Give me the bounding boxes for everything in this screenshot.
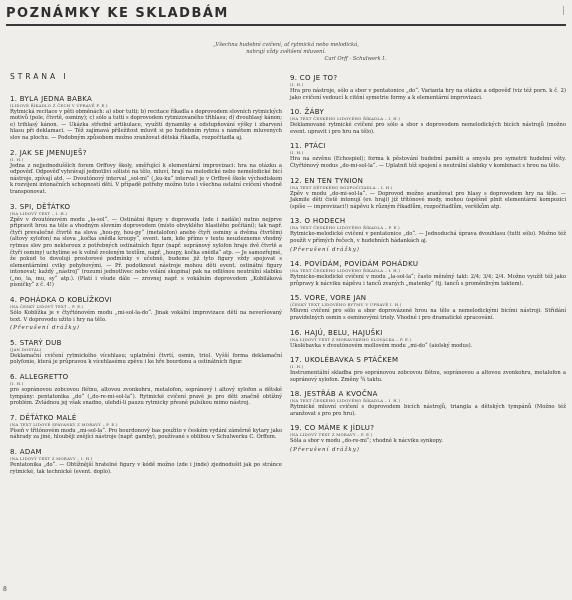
song-note bbox=[290, 294, 566, 321]
song-description: Ukolébavka v dvoutónovém mollovém modu „mi-do“ (aiolský modus). bbox=[290, 342, 473, 349]
song-title: 1. BYLA JEDNA BABKA bbox=[10, 94, 93, 103]
left-column bbox=[10, 70, 282, 482]
song-note bbox=[290, 356, 566, 383]
song-description: Rytmicko-melodické cvičení v pentatonice „do“. — Jednoduchá úprava dvouhlasu (tutti sólo). Možno též použít v přímých řečech, v hudebních hádankách aj. bbox=[290, 231, 566, 244]
side-title: STRANA I bbox=[10, 72, 69, 81]
song-description: Hra na ozvěnu (Echospiel); forma k pěstování hudební paměti a smyslu pro symetrii hudební věty. Čtyřtónový modus „do-mi-sol-la“. — Uplatnit též spojení s neutrální slabiky v kombinaci s hrou na tělo. bbox=[290, 156, 566, 169]
song-title: 9. CO JE TO? bbox=[290, 74, 338, 82]
song-description: Deklamační cvičení rytmického vícehlasu; uplatnění čtvrtí, osmin, triol. Vyšší forma deklamační polyfonie, která je průpravou k vícehlasému zpěvu i ke hře bourdonu a ostinátních figur. bbox=[10, 352, 282, 366]
song-source: (NA ČESKÝ LIDOVÝ TEXT – P. E.) bbox=[10, 304, 84, 310]
song-note bbox=[290, 260, 566, 287]
song-note bbox=[290, 217, 566, 253]
song-source: (I. H.) bbox=[10, 156, 24, 162]
motto-line-2: nahrají vždy zvětšení mluvení. bbox=[246, 49, 326, 55]
song-source: (NA TEXT ČESKÉHO LIDOVÉHO ŘÍKADLA – I. H.) bbox=[290, 398, 401, 404]
song-source: (I. H.) bbox=[10, 381, 24, 387]
song-title: 18. JESTŘÁB A KVOČNA bbox=[290, 390, 378, 399]
page-number: 8 bbox=[3, 586, 7, 593]
song-note bbox=[290, 108, 566, 135]
song-description: Sólo Koblížka je v čtyřtónovém modu „mi-sol-la-do“. Jinak vokální improvizace dětí na neveršovaný text. V doprovodu užito i hry na tělo. bbox=[10, 310, 282, 323]
motto-quote bbox=[96, 42, 476, 63]
song-description: Píseň v třitónovém modu „mi-sol-la“. Pro bourdonový bas použito v českém vydání záměrně kytary jako náhrady za jiné, hlouběji znějící nástroje (např. gamby), používané s oblibou v Schulwerku C. Orffem. bbox=[10, 427, 282, 441]
song-title: 14. POVÍDÁM, POVÍDÁM POHÁDKU bbox=[290, 260, 419, 269]
song-source: (I. H.) bbox=[290, 82, 304, 87]
song-note bbox=[290, 177, 566, 211]
groove-break-note: (Přerušení drážky) bbox=[290, 246, 360, 253]
song-title: 17. UKOLÉBAVKA S PTÁČKEM bbox=[290, 356, 399, 365]
song-description: Pentatonika „do“. — Obtížnější hratelné figury v kódě možno (zde i jinde) zjednodušit jak po stránce rytmické, tak technické (event. doplo). bbox=[10, 462, 282, 475]
song-description: Deklamované rytmické cvičení pro sólo a sbor s doprovodem nemelodických bicích nástrojů (možno event. upravit i pro hru na tělo). bbox=[290, 122, 566, 135]
song-note bbox=[10, 339, 282, 366]
song-source: (NA LIDOVÝ TEXT Z MORAVY – P. E.) bbox=[290, 432, 373, 438]
song-description: Hra pro nástroje, sólo a sbor v pentatonice „do“. Varianta hry na otázku a odpověď (viz též porn. k č. 2) jako cvičení vedoucí k citění symetrie formy a k elementární improvizaci. bbox=[290, 88, 566, 101]
song-title: 4. POHÁDKA O KOBLÍŽKOVI bbox=[10, 296, 112, 305]
page-title: POZNÁMKY KE SKLADBÁM bbox=[6, 6, 229, 21]
song-note bbox=[10, 149, 282, 196]
song-description: Sóla a sbor v modu „do-re-mi“; vhodné k nácviku synkopy. bbox=[290, 438, 443, 445]
song-source: (NA TEXT DĚTSKÉHO ROZPOČITADLA – I. H.) bbox=[290, 184, 393, 190]
song-source: (ČESKÝ TEXT LIDOVÉHO RYTMU V ÚPRAVĚ I. H.) bbox=[290, 302, 402, 308]
song-description: Zpěv v dvoutónovém modu „la-sol“. — Ostinátní figury v doprovodu (zde i nadále) nutno nejprve připravit hrou na těle a vhodným slovním doprovodem (místo obvyklého hlasitého počítání); tak např. čtyři prevalečné čtvrtě na slova „hou-py, hou-py“ (metalofon) anebo čtyři osminy a dvěma čtvrtěmi (altový xylofon) na slova „kočka snědla kroupy“, event. tam, kde přímo v textu neuzlezneme vhodný rytmus slov pro nekteroux z potřebných ostinátních figur (např. sopránový xylofon hraje dvě čtvrtě a čtyři osminy) uchylíme se k volně zvoleným textům, např. „houpy, kočka snědla“ atp. — Je samozřejmé, že pokud to dovolují prostorové podmínky v učebně, budeme již tyto figury vždy spojovat s elementárními cviky pohybovými. — Př. podotknout nástroje mohou děti event. ostinátní figury intonovat; každý „nástroj“ (rozumí jednotlivec nebo volání skupina) pak na odlišnou neutrální slabiku („no, la, mu, sy“ atp.). (Platí i všude dále — zrovnej např. s vokálním doprovodem „Kobiláková písničky“ z č. 4!) bbox=[10, 216, 282, 289]
song-note bbox=[10, 373, 282, 407]
song-title: 13. O HODECH bbox=[290, 217, 346, 226]
song-note bbox=[10, 296, 282, 332]
song-source: (NA TEXT ČESKÉHO LIDOVÉHO ŘÍKADLA – P. E.) bbox=[290, 225, 400, 231]
song-note bbox=[290, 390, 566, 417]
song-note bbox=[10, 95, 282, 142]
song-title: 15. VORE, VORE JAN bbox=[290, 294, 367, 303]
song-source: (NA TEXT LIDOVÉ SPÁVANKY Z MORAVY – P. E.) bbox=[10, 421, 118, 427]
song-source: (I. H.) bbox=[290, 150, 304, 156]
song-note bbox=[290, 329, 566, 350]
motto-author: Carl Orff · Schulwerk I. bbox=[324, 56, 386, 62]
song-description: Zpěv v modu „do-mi-sol-la“. — Doprovod možno aranžovat pro hlasy s doprovodem hry na těle. — Jakmile děti čistě intonují (ev. hraji) již třítónové mody, mohou úspěšně plnit elementární kompozici (spíše — improvizaci!) nápěvu k různým říkadlům, rozpočitadlům, veršíkům atp. bbox=[290, 190, 566, 210]
song-title: 7. DĚŤÁTKO MALÉ bbox=[10, 413, 77, 422]
song-note bbox=[290, 142, 566, 169]
song-note bbox=[290, 74, 566, 101]
song-title: 8. ADAM bbox=[10, 448, 42, 456]
song-description: Rytmické mluvní cvičení s doprovodem bicích nástrojů, triangla a dětských tympánů (Možno též aranžovat s pro pro hru). bbox=[290, 404, 566, 417]
right-column bbox=[290, 74, 566, 461]
song-description: Instrumentální skladba pro sopránovou zobcovou flétnu, sopránovou a altovou zvonkohru, metalofon a sopránový xylofon. Změny ¾ taktu. bbox=[290, 370, 566, 383]
corner-mark bbox=[556, 6, 564, 15]
song-note bbox=[10, 448, 282, 475]
groove-break-note: (Přerušení drážky) bbox=[290, 447, 360, 454]
song-title: 5. STARÝ DUB bbox=[10, 338, 62, 347]
song-title: 11. PTÁCI bbox=[290, 142, 326, 151]
song-title: 10. ŽÁBY bbox=[290, 108, 325, 117]
song-title: 2. JAK SE JMENUJEŠ? bbox=[10, 148, 87, 157]
song-source: (NA TEXT ČESKÉHO LIDOVÉHO ŘÍKADLA – I. H.) bbox=[290, 268, 401, 274]
song-note bbox=[10, 203, 282, 290]
song-title: 16. HAJÚ, BELU, HAJUŠKI bbox=[290, 328, 383, 337]
groove-break-note: (Přerušení drážky) bbox=[10, 325, 80, 332]
title-rule bbox=[6, 24, 566, 26]
song-description: Rytmická recitace v pěti obměnách: a) sbor tutti; b) recitace říkadla s doprovodem slovních rytmických motivů (pole, čtvrtě, osminy); c) sólo a tutti s doprovodem rytmizovaného třihlasu; d) dvouhlasý kánon; e) trihlasý kánon. — Ukázka středně artikulace, využití dynamiky a odstupňování výšky i zbarvení hlasu při deklamaci. — Též zajímavá příležitost mluvit si po hudebním rytmu s námětem mluvených slov na plochu. — Podobným způsobem možno zranžovat dětská říkadla, rozpočitadla aj. bbox=[10, 108, 282, 141]
song-note bbox=[290, 424, 566, 453]
left-sections bbox=[10, 95, 282, 476]
song-source: (NA LIDOVÝ TEXT – I. H.) bbox=[10, 210, 68, 216]
song-description: Mluvní cvičení pro sólo a sbor doprovázené hrou na tělo a nemelodickými bicími nástroji. Střídání pravidelných osmin s osminovými trioly. Vhodné i pro dramatické zpracování. bbox=[290, 308, 566, 321]
song-source: (NA TEXT ČESKÉHO LIDOVÉHO ŘÍKADLA – I. H.) bbox=[290, 116, 401, 122]
song-description: Rytmicko-melodické cvičení v modu „la-sol-la“; často měněný takt: 2/4; 3/4; 2/4. Možno využít též jako průpravy k nácviku nápěvu i tanců zvaných „matenky“ (tj. tanců s proměnlivým taktem). bbox=[290, 274, 566, 287]
song-description: pro sopránovou zobcovou flétnu, altovou zvonkohru, metalofon, sopránový i altový xylofon a dětské tympány: pentatonika „do“ („do-re-mi-sol-la“). Rytmické cvičení pravé je pro děti značně obtížný problém. Zvládnou jej však snadno, ulehdí-li pauzu rytmicky přesné pulsíkou mimo nástroj. bbox=[10, 387, 282, 407]
song-source: (I. H.) bbox=[290, 364, 304, 370]
song-source: (NA LIDOVÝ TEXT Z MORAVSKÉHO SLOVÁCKA – P. E.) bbox=[290, 336, 412, 342]
song-title: 6. ALLEGRETTO bbox=[10, 373, 69, 382]
song-source: (NA LIDOVÝ TEXT Z MORAVY – I. H.) bbox=[10, 456, 93, 461]
song-title: 12. EN TEN TYNION bbox=[290, 176, 364, 185]
song-title: 3. SPI, DĚŤÁTKO bbox=[10, 202, 71, 211]
song-source: (LIDOVÉ ŘÍKADLO Z ČECH V ÚPRAVĚ P. E.) bbox=[10, 102, 108, 108]
song-note bbox=[10, 414, 282, 441]
song-source: (JAN DOSTÁL) bbox=[10, 346, 42, 352]
song-description: Jedna z nejjednodušších forem Orffovy školy, směřující k elementární improvizaci: hra na otázku a odpověď. Odpověď vyhrávají jednotliví sólisté na tělo, mluví, hrají na melodické nebo nemelodické bicí nástroje, zpívají atd. — Dvoutónový interval „sol-mi“ („ku-ku“ interval) je v Orffově škole východiskem k rozvíjení intonačních schopností dětí. V případě potřeby možno tuto i všechna ostatní cvičení vhodně transponovat. bbox=[10, 162, 282, 195]
song-title: 19. CO MÁME K JÍDLU? bbox=[290, 424, 375, 433]
right-sections bbox=[290, 74, 566, 454]
motto-line-1: „Všechna hudební cvičení, ať rytmická nebo melodická, bbox=[213, 42, 359, 48]
